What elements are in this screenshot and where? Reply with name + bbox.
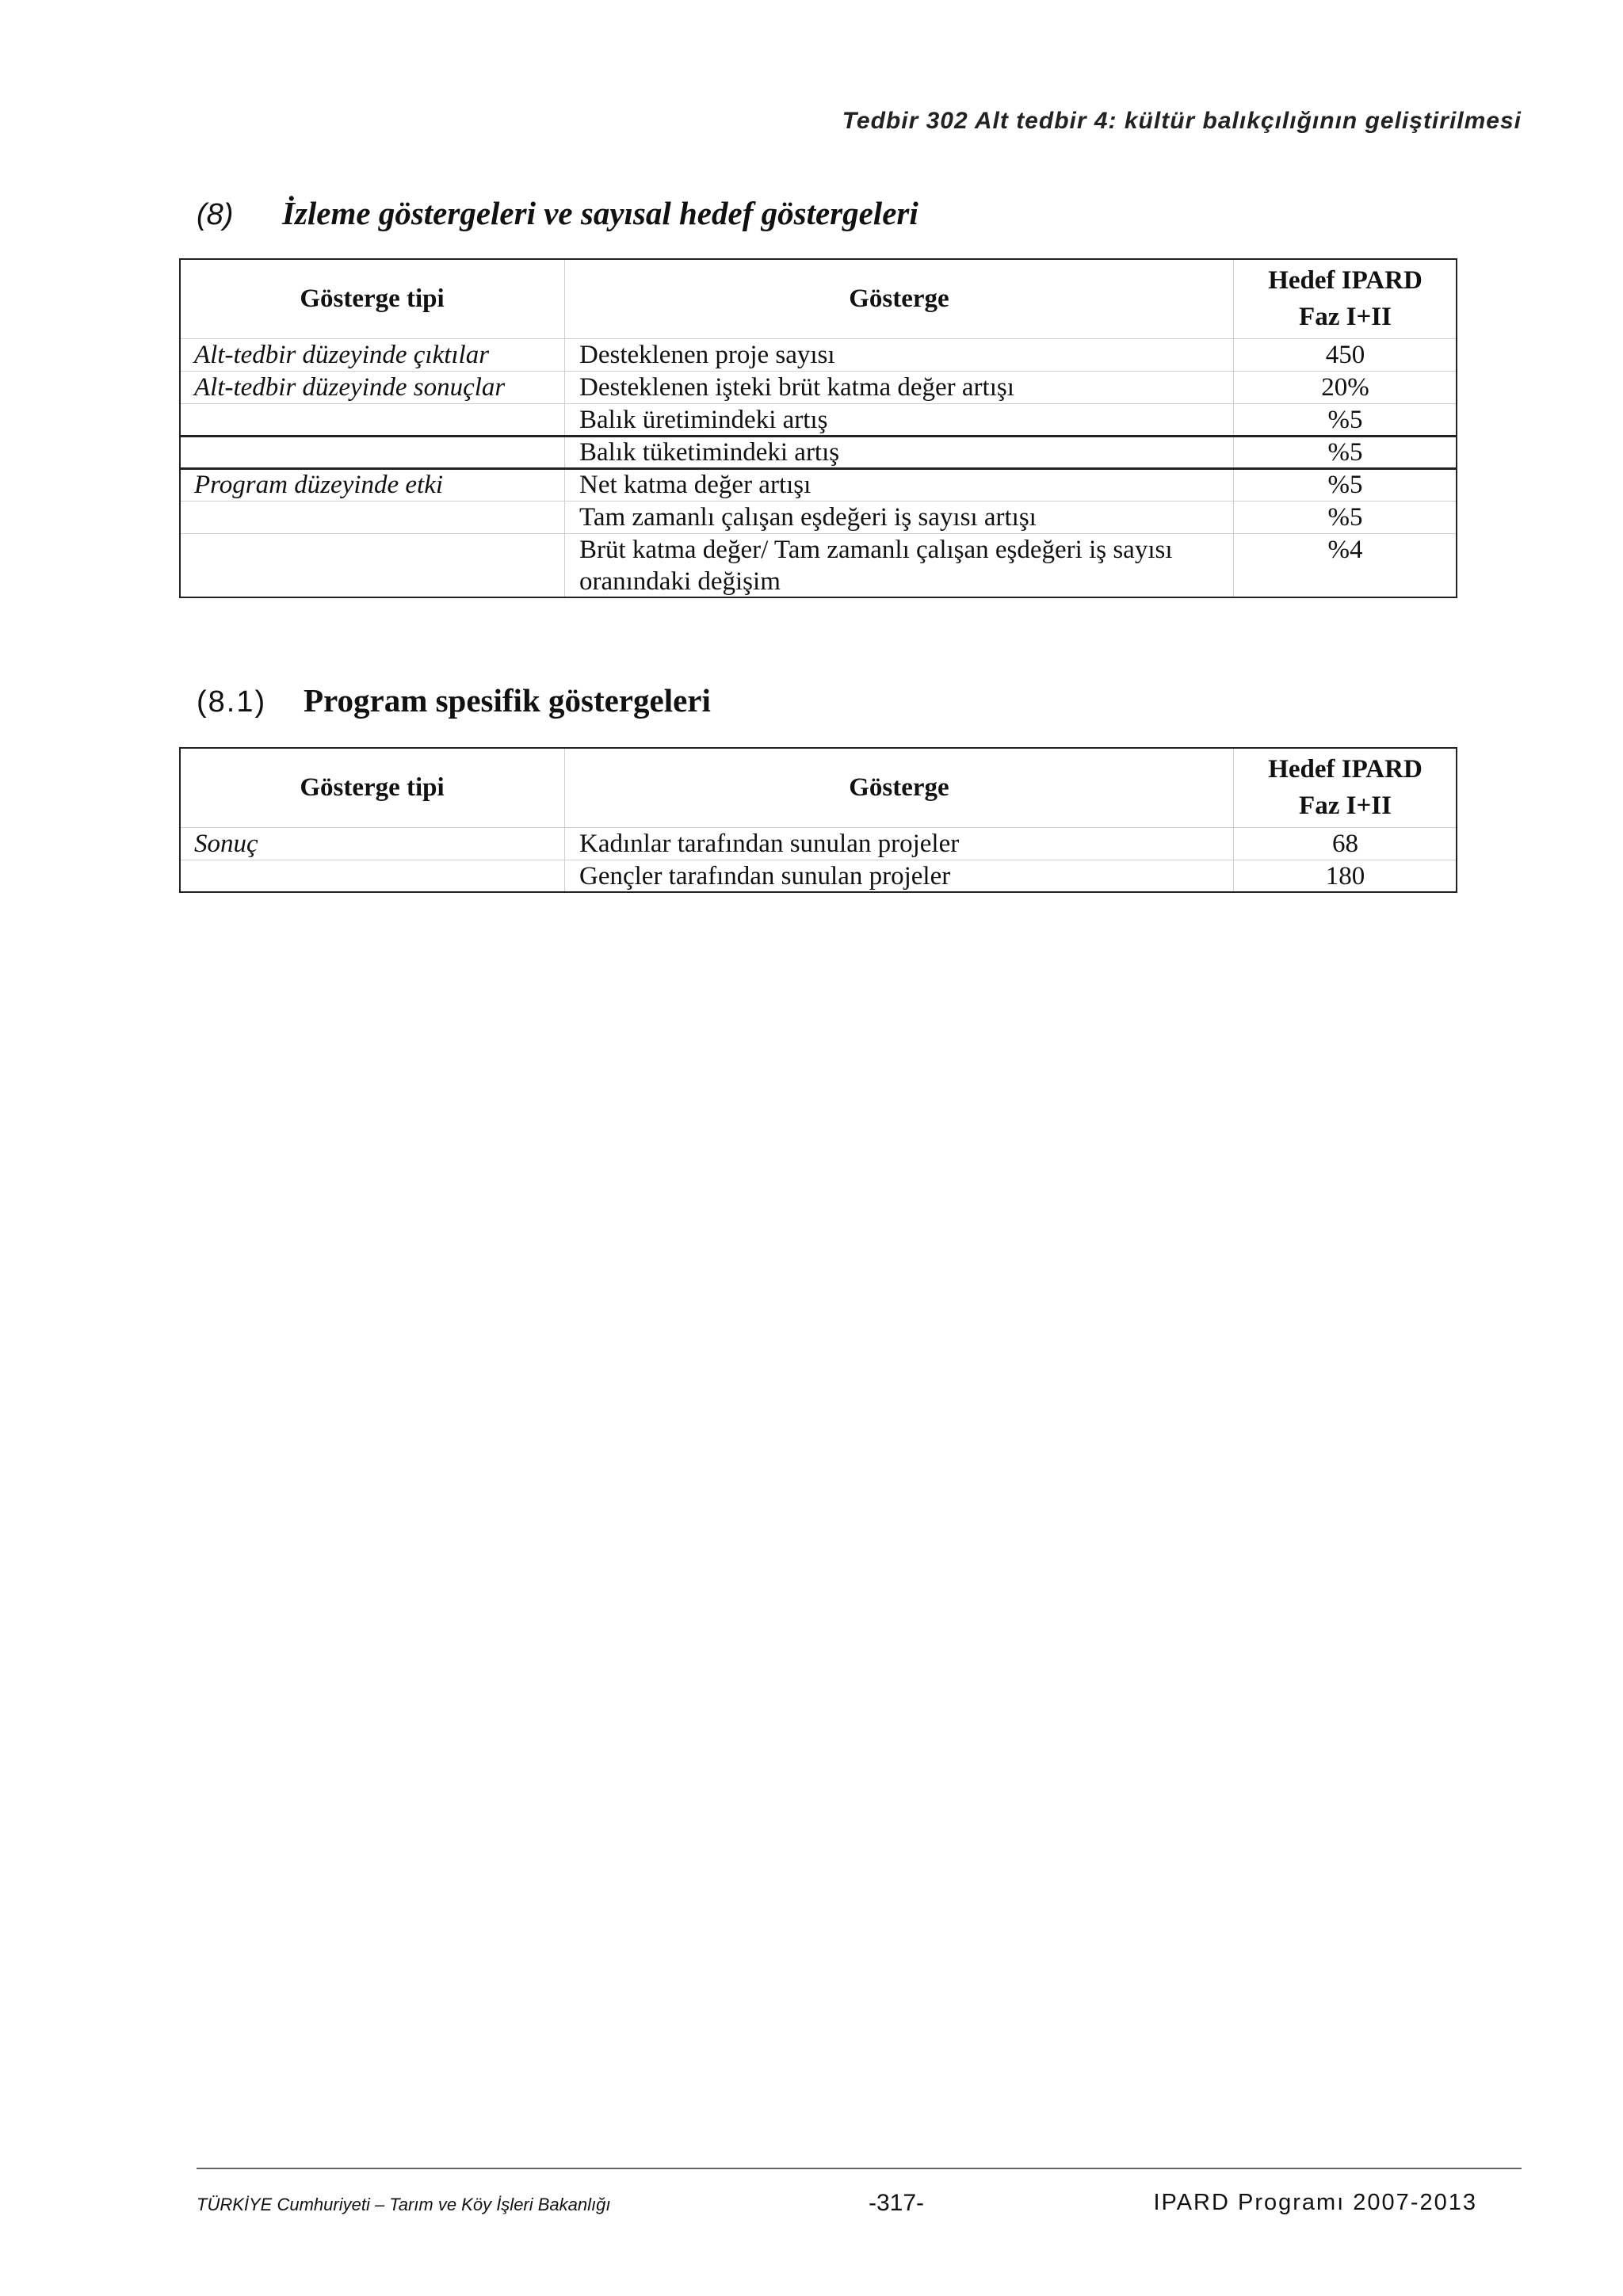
indicator-cell: Gençler tarafından sunulan projeler: [565, 860, 1234, 893]
target-cell: %4: [1234, 534, 1457, 598]
indicator-type-cell: [180, 860, 565, 893]
header-target-line1: Hedef IPARD: [1268, 755, 1423, 784]
section-8-heading: [197, 194, 918, 232]
table-row: [180, 469, 1457, 502]
footer-divider: [197, 2168, 1522, 2169]
target-cell: 180: [1234, 860, 1457, 893]
header-indicator-type: Gösterge tipi: [180, 259, 565, 339]
indicator-cell: Kadınlar tarafından sunulan projeler: [565, 828, 1234, 860]
indicator-cell: Brüt katma değer/ Tam zamanlı çalışan eşdeğeri iş sayısı oranındaki değişim: [565, 534, 1234, 598]
indicator-cell: Desteklenen işteki brüt katma değer artışı: [565, 372, 1234, 404]
table-header-row: [180, 748, 1457, 828]
header-indicator-type: Gösterge tipi: [180, 748, 565, 828]
table-row: [180, 502, 1457, 534]
header-target-line2: Faz I+II: [1299, 303, 1392, 331]
section-number: (8): [197, 198, 234, 231]
program-specific-indicators-table: [179, 747, 1457, 893]
indicator-cell: Tam zamanlı çalışan eşdeğeri iş sayısı artışı: [565, 502, 1234, 534]
header-target: [1234, 748, 1457, 828]
header-indicator: Gösterge: [565, 748, 1234, 828]
indicator-cell: Balık tüketimindeki artış: [565, 437, 1234, 469]
section-8-1-heading: [197, 681, 711, 719]
row-divider: [179, 435, 1457, 437]
indicator-type-cell: Sonuç: [180, 828, 565, 860]
target-cell: %5: [1234, 469, 1457, 502]
indicator-cell: Balık üretimindeki artış: [565, 404, 1234, 437]
indicator-type-cell: [180, 534, 565, 598]
monitoring-indicators-table: [179, 258, 1457, 598]
indicator-type-cell: [180, 502, 565, 534]
table-row: [180, 437, 1457, 469]
header-target-line2: Faz I+II: [1299, 791, 1392, 820]
target-cell: %5: [1234, 437, 1457, 469]
indicator-type-cell: Alt-tedbir düzeyinde çıktılar: [180, 339, 565, 372]
section-number: (8.1): [197, 685, 267, 719]
table-row: [180, 860, 1457, 893]
indicator-type-cell: Program düzeyinde etki: [180, 469, 565, 502]
header-indicator: Gösterge: [565, 259, 1234, 339]
indicator-type-cell: Alt-tedbir düzeyinde sonuçlar: [180, 372, 565, 404]
row-divider: [179, 467, 1457, 470]
table-row: [180, 534, 1457, 598]
table-row: [180, 339, 1457, 372]
header-target-line1: Hedef IPARD: [1268, 266, 1423, 295]
footer-program: IPARD Programı 2007-2013: [1153, 2190, 1477, 2215]
indicator-cell: Net katma değer artışı: [565, 469, 1234, 502]
header-target: [1234, 259, 1457, 339]
footer-ministry: TÜRKİYE Cumhuriyeti – Tarım ve Köy İşleri Bakanlığı: [197, 2195, 611, 2214]
section-title: Program spesifik göstergeleri: [304, 682, 711, 719]
section-title: İzleme göstergeleri ve sayısal hedef göstergeleri: [282, 195, 918, 231]
target-cell: 68: [1234, 828, 1457, 860]
table-row: [180, 828, 1457, 860]
indicator-cell: Desteklenen proje sayısı: [565, 339, 1234, 372]
table-header-row: [180, 259, 1457, 339]
target-cell: 20%: [1234, 372, 1457, 404]
target-cell: %5: [1234, 502, 1457, 534]
target-cell: %5: [1234, 404, 1457, 437]
indicator-type-cell: [180, 404, 565, 437]
table-row: [180, 372, 1457, 404]
running-header: Tedbir 302 Alt tedbir 4: kültür balıkçılığının geliştirilmesi: [842, 108, 1522, 134]
table-row: [180, 404, 1457, 437]
target-cell: 450: [1234, 339, 1457, 372]
page-number: -317-: [869, 2190, 925, 2216]
indicator-type-cell: [180, 437, 565, 469]
